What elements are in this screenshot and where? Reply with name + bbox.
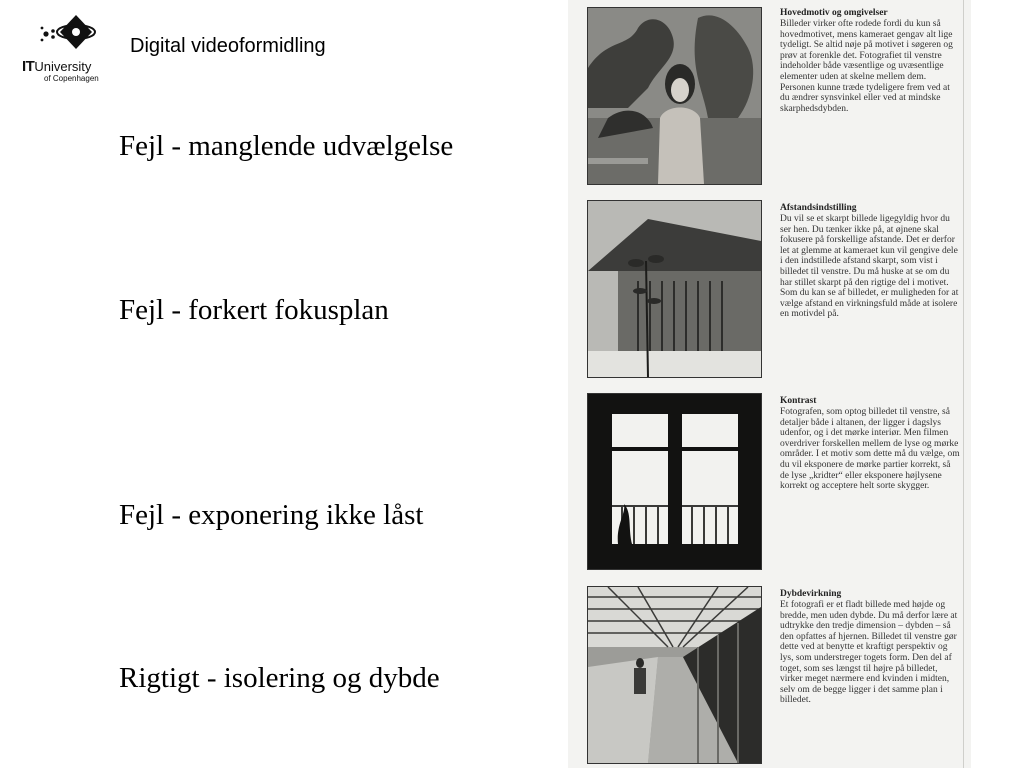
section-body: Du vil se et skarpt billede ligegyldig hvor du ser hen. Du tænker ikke på, at øjnene skal fokusere på forskellige afstande. Det er derfor let at glemme at kameraet kun vil gengive dele i den indstillede afstand skarpt, som vist i billedet til venstre. Du må huske at se om du har stillet skarpt på den rigtige del i motivet. Som du kan se af billedet, er muligheden for at vælge afstand en virkningsfuld måde at isolere en motivdel på. <box>780 214 959 320</box>
photo-dybdevirkning <box>587 586 762 764</box>
itu-logo <box>22 14 114 94</box>
section-hovedmotiv <box>780 8 960 114</box>
scanned-document <box>568 0 971 768</box>
document-edge-rule <box>963 0 964 768</box>
itu-logo-text: ITUniversity of Copenhagen <box>22 58 99 83</box>
header-title: Digital videoformidling <box>130 35 326 57</box>
photo-afstandsindstilling <box>587 200 762 378</box>
section-afstandsindstilling <box>780 203 960 320</box>
photo-hovedmotiv <box>587 7 762 185</box>
section-title: Kontrast <box>780 396 817 406</box>
section-dybdevirkning <box>780 589 960 706</box>
item-exponering-ikke-laast: Fejl - exponering ikke låst <box>119 499 424 531</box>
item-manglende-udvaelgelse: Fejl - manglende udvælgelse <box>119 130 454 162</box>
section-title: Hovedmotiv og omgivelser <box>780 8 888 18</box>
section-body: Billeder virker ofte rodede fordi du kun så hovedmotivet, mens kameraet gengav alt lige tydeligt. Se altid nøje på motivet i søgeren og prøv at forenkle det. Fotografiet til venstre indeholder både væsentlige og uvæsentlige elementer uden at skelne mellem dem. Personen kunne træde tydeligere frem ved at du ændrer synsvinkel eller ved at mindske skarphedsdybden. <box>780 19 953 114</box>
item-forkert-fokusplan: Fejl - forkert fokusplan <box>119 294 389 326</box>
item-isolering-og-dybde: Rigtigt - isolering og dybde <box>119 662 440 694</box>
section-title: Afstandsindstilling <box>780 203 857 213</box>
section-body: Fotografen, som optog billedet til venstre, så detaljer både i altanen, der ligger i dagslys udenfor, og i det mørke interiør. Men filmen overdriver forskellen mellem de lyse og mørke områder. I et motiv som dette må du vælge, om du vil eksponere de mørke partier korrekt, så de lyse „kridter“ eller eksponere højlysene korrekt og acceptere helt sorte skygger. <box>780 407 960 492</box>
itu-logo-mark <box>38 14 98 58</box>
section-kontrast <box>780 396 960 492</box>
section-title: Dybdevirkning <box>780 589 842 599</box>
section-body: Et fotografi er et fladt billede med højde og bredde, men uden dybde. Du må derfor lære at udtrykke den tredje dimension – dybden – så den opfattes af hjernen. Billedet til venstre gør dette ved at benytte et kraftigt perspektiv og lys, som understreger togets form. Den del af toget, som ses længst til højre på billedet, virker meget nærmere end kvinden i midten, selv om de begge ligger i det samme plan i billedet. <box>780 600 958 706</box>
photo-kontrast <box>587 393 762 570</box>
